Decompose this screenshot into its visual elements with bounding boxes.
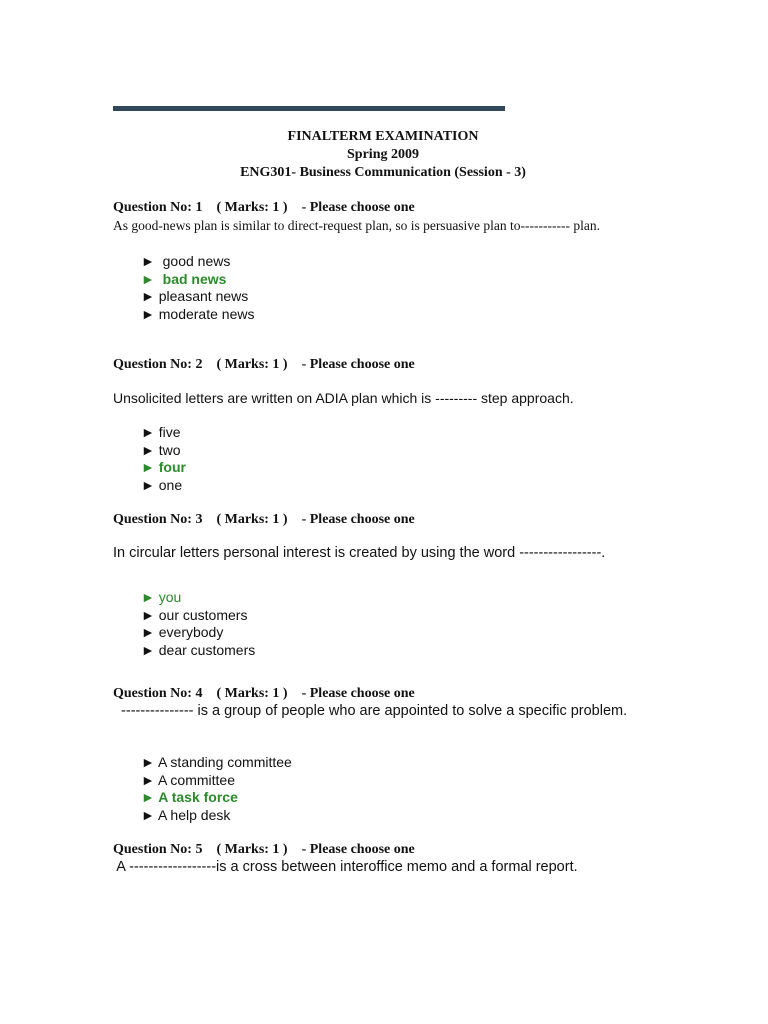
option-list [113,589,658,659]
exam-header [113,128,653,182]
question-3 [113,511,658,659]
question-title: Question No: 3 ( Marks: 1 ) - Please choose one [113,512,415,527]
question-title: Question No: 1 ( Marks: 1 ) - Please choose one [113,200,415,215]
option-item-correct[interactable]: ► you [141,589,182,605]
exam-course: ENG301- Business Communication (Session - 3) [240,165,526,180]
question-text: Unsolicited letters are written on ADIA plan which is --------- step approach. [113,390,574,406]
option-item-correct[interactable]: ► four [141,459,186,475]
question-5 [113,841,658,876]
question-title: Question No: 4 ( Marks: 1 ) - Please choose one [113,686,415,701]
question-text: --------------- is a group of people who are appointed to solve a specific problem. [113,703,628,719]
option-item[interactable]: ► A committee [141,771,236,788]
question-text: A ------------------is a cross between interoffice memo and a formal report. [113,859,578,875]
option-item[interactable]: ► everybody [141,624,224,640]
option-item-correct[interactable]: ► bad news [141,270,227,287]
option-item[interactable]: ► our customers [141,606,248,623]
option-item[interactable]: ► five [141,424,181,440]
option-item[interactable]: ► good news [141,253,231,269]
question-title: Question No: 5 ( Marks: 1 ) - Please choose one [113,842,415,857]
exam-term: Spring 2009 [347,147,419,162]
option-item-correct[interactable]: ► A task force [141,789,238,805]
question-1 [113,199,658,323]
header-rule [113,106,505,111]
option-list [113,253,658,323]
question-text: In circular letters personal interest is created by using the word -----------------. [113,545,606,561]
option-item[interactable]: ► A standing committee [141,754,292,770]
option-item[interactable]: ► pleasant news [141,288,249,304]
option-item[interactable]: ► dear customers [141,641,256,658]
question-2 [113,356,658,494]
option-item[interactable]: ► one [141,476,183,493]
option-list [113,754,658,824]
question-4 [113,685,658,824]
option-list [113,424,658,494]
option-item[interactable]: ► two [141,441,181,458]
question-text: As good-news plan is similar to direct-request plan, so is persuasive plan to----------- plan. [113,218,600,233]
option-item[interactable]: ► A help desk [141,806,231,823]
question-title: Question No: 2 ( Marks: 1 ) - Please choose one [113,357,415,372]
exam-title: FINALTERM EXAMINATION [287,129,479,144]
option-item[interactable]: ► moderate news [141,305,255,322]
